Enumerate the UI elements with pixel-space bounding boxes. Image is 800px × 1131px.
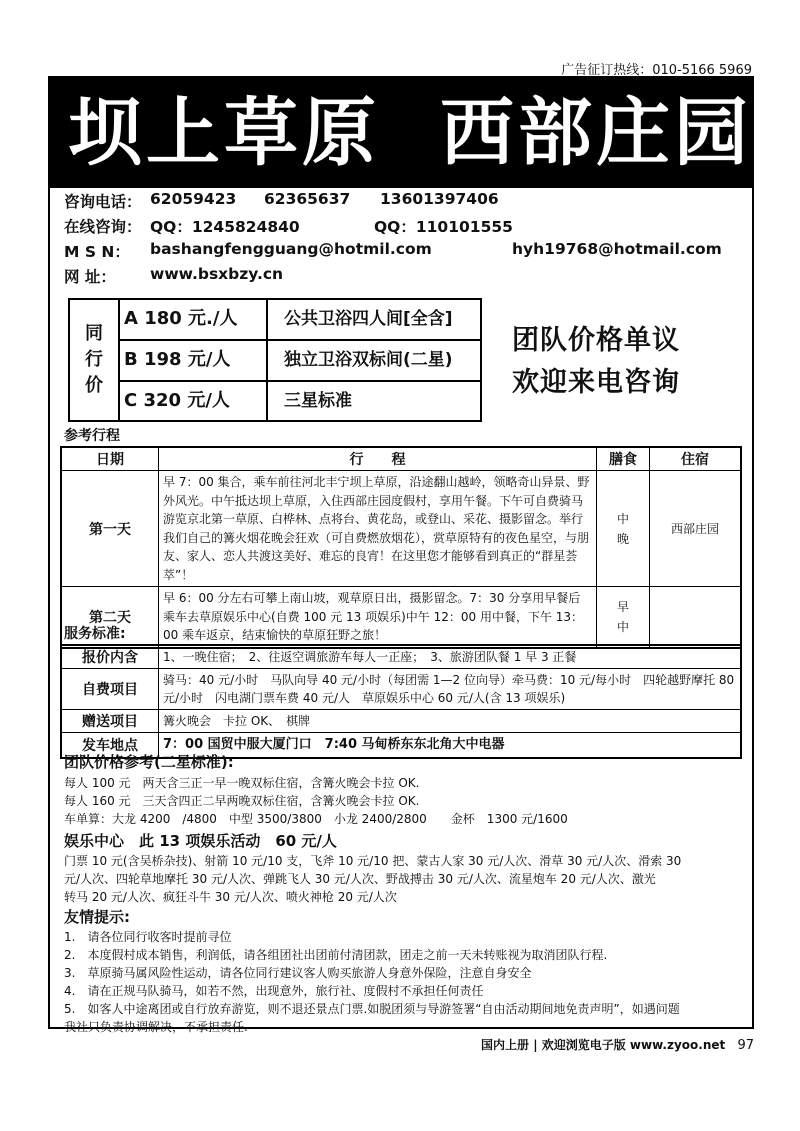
tips-title: 友情提示: bbox=[64, 908, 130, 926]
itinerary-header: 日期 行 程 膳食 住宿 bbox=[61, 447, 741, 471]
qq-1[interactable]: QQ：1245824840 bbox=[150, 218, 300, 236]
fun-center-line: 转马 20 元/人次、疯狂斗牛 30 元/人次、喷火神枪 20 元/人次 bbox=[64, 890, 397, 904]
tip-line: 我社只负责协调解决，不承担责任. bbox=[64, 1020, 248, 1034]
msn-1[interactable]: bashangfengguang@hotmil.com bbox=[150, 240, 432, 258]
price-box bbox=[68, 298, 482, 422]
ad-frame bbox=[48, 76, 754, 1034]
itinerary-title: 参考行程 bbox=[64, 428, 120, 444]
team-price-title: 团队价格参考(二星标准): bbox=[64, 753, 234, 771]
itinerary-table bbox=[60, 446, 742, 649]
tip-line: 1. 请各位同行收客时提前寻位 bbox=[64, 930, 232, 944]
web-label: 网 址： bbox=[64, 268, 116, 286]
msn-2[interactable]: hyh19768@hotmail.com bbox=[512, 240, 722, 258]
phone-3[interactable]: 13601397406 bbox=[380, 190, 499, 208]
tip-line: 3. 草原骑马属风险性运动，请各位同行建议客人购买旅游人身意外保险，注意自身安全 bbox=[64, 966, 532, 980]
service-row: 赠送项目 篝火晚会 卡拉 OK、 棋牌 bbox=[61, 710, 741, 733]
fun-center-title: 娱乐中心 此 13 项娱乐活动 60 元/人 bbox=[64, 832, 337, 850]
price-row-c: C 320 元/人 三星标准 bbox=[118, 382, 480, 422]
price-row-a: A 180 元./人 公共卫浴四人间[全含] bbox=[118, 300, 480, 340]
phone-1[interactable]: 62059423 bbox=[150, 190, 237, 208]
service-row: 发车地点 7：00 国贸中服大厦门口 7:40 马甸桥东东北角大中电器 bbox=[61, 733, 741, 759]
tip-line: 4. 请在正规马队骑马，如若不然，出现意外，旅行社、度假村不承担任何责任 bbox=[64, 984, 484, 998]
service-table bbox=[60, 644, 742, 759]
team-price-line: 每人 100 元 两天含三正一早一晚双标住宿，含篝火晚会卡拉 OK. bbox=[64, 776, 420, 790]
title-right: 西部庄园 bbox=[440, 90, 752, 176]
title-banner bbox=[50, 78, 752, 188]
promo-line-2: 欢迎来电咨询 bbox=[512, 367, 680, 398]
service-row: 报价内含 1、一晚住宿； 2、往返空调旅游车每人一正座； 3、旅游团队餐 1 早 3 正餐 bbox=[61, 645, 741, 669]
fun-center-line: 门票 10 元(含吴桥杂技)、射箭 10 元/10 支，飞斧 10 元/10 把、蒙古人家 30 元/人次、滑草 30 元/人次、滑索 30 bbox=[64, 854, 682, 868]
tip-line: 5. 如客人中途离团或自行放弃游览，则不退还景点门票.如脱团须与导游签署“自由活动期间地免责声明”，如遇问题 bbox=[64, 1002, 680, 1016]
web-link[interactable]: www.bsxbzy.cn bbox=[150, 265, 284, 283]
team-price-line: 每人 160 元 三天含四正二早两晚双标住宿，含篝火晚会卡拉 OK. bbox=[64, 794, 420, 808]
itinerary-day-1: 第一天 早 7：00 集合，乘车前往河北丰宁坝上草原，沿途翻山越岭，领略奇山异景、野外风光。中午抵达坝上草原，入住西部庄园度假村，享用午餐。下午可自费骑马游览京北第一草原、白桦林、点将台、黄花岛，或登山、采花、摄影留念。举行我们自己的篝火烟花晚会狂欢（可自费燃放烟花），赏草原特有的夜色星空，与朋友、家人、恋人共渡这美好、难忘的良宵！在这里您才能够看到真正的“群星荟萃”！ 中 晚 西部庄园 bbox=[61, 471, 741, 587]
service-title: 服务标准: bbox=[64, 626, 126, 642]
phone-2[interactable]: 62365637 bbox=[264, 190, 351, 208]
footer-text[interactable]: 国内上册 | 欢迎浏览电子版 www.zyoo.net bbox=[481, 1038, 726, 1052]
title-left: 坝上草原 bbox=[68, 90, 380, 176]
msn-label: M S N： bbox=[64, 243, 130, 261]
team-price-line: 车单算：大龙 4200 /4800 中型 3500/3800 小龙 2400/2800 金杯 1300 元/1600 bbox=[64, 812, 568, 826]
phone-label: 咨询电话： bbox=[64, 193, 142, 211]
fun-center-line: 元/人次、四轮草地摩托 30 元/人次、弹跳飞人 30 元/人次、野战搏击 30 元/人次、流星炮车 20 元/人次、激光 bbox=[64, 872, 656, 886]
promo-line-1: 团队价格单议 bbox=[512, 325, 680, 356]
price-label: 同 行 价 bbox=[70, 300, 120, 420]
itinerary-day-2: 第二天 早 6：00 分左右可攀上南山坡，观草原日出，摄影留念。7：30 分享用早餐后乘车去草原娱乐中心(自费 100 元 13 项娱乐)中午 12：00 用中餐，下午 13：00 乘车返京，结束愉快的草原狂野之旅！ 早 中 bbox=[61, 587, 741, 648]
service-row: 自费项目 骑马：40 元/小时 马队向导 40 元/小时（每团需 1—2 位向导）牵马费：10 元/每小时 四轮越野摩托 80 元/小时 闪电湖门票车费 40 元/人 草原娱乐中心 60 元/人(含 13 项娱乐) bbox=[61, 669, 741, 710]
ad-hotline: 广告征订热线：010-5166 5969 bbox=[561, 63, 752, 78]
page-number: 97 bbox=[737, 1038, 754, 1053]
page-footer bbox=[481, 1036, 754, 1053]
price-row-b: B 198 元/人 独立卫浴双标间(二星) bbox=[118, 341, 480, 381]
online-label: 在线咨询： bbox=[64, 218, 142, 236]
tip-line: 2. 本度假村成本销售，利润低，请各组团社出团前付清团款，团走之前一天未转账视为取消团队行程. bbox=[64, 948, 608, 962]
qq-2[interactable]: QQ：110101555 bbox=[374, 218, 513, 236]
